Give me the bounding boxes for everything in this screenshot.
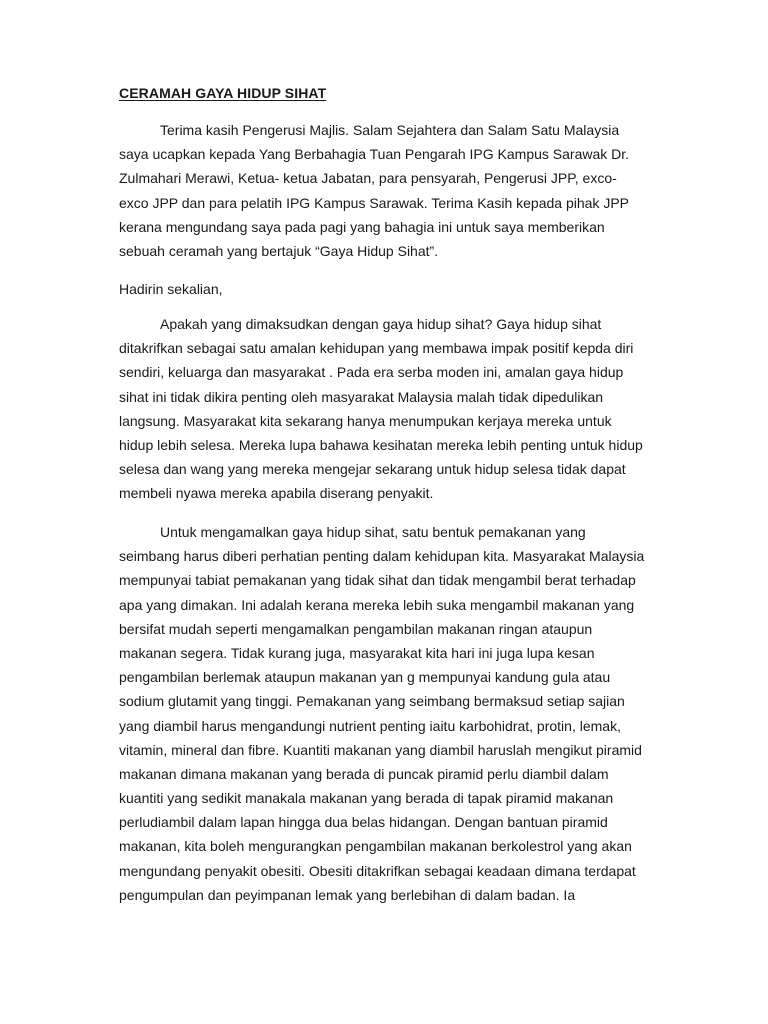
text-line: yang diambil harus mengandungi nutrient penting iaitu karbohidrat, protin, lemak, [119, 717, 621, 734]
text-line: makanan segera. Tidak kurang juga, masyarakat kita hari ini juga lupa kesan [119, 644, 595, 661]
text-line: sendiri, keluarga dan masyarakat . Pada era serba moden ini, amalan gaya hidup [119, 364, 624, 381]
text-line: Zulmahari Merawi, Ketua- ketua Jabatan, para pensyarah, Pengerusi JPP, exco- [119, 170, 617, 187]
text-line: Hadirin sekalian, [119, 281, 223, 297]
text-line: langsung. Masyarakat kita sekarang hanya menumpukan kerjaya mereka untuk [119, 412, 612, 429]
text-line: apa yang dimakan. Ini adalah kerana mereka lebih suka mengambil makanan yang [119, 596, 635, 613]
text-line: mempunyai tabiat pemakanan yang tidak sihat dan tidak mengambil berat terhadap [119, 572, 636, 589]
text-line: kerana mengundang saya pada pagi yang bahagia ini untuk saya memberikan [119, 218, 605, 235]
document-title: CERAMAH GAYA HIDUP SIHAT [119, 85, 327, 101]
paragraph-greeting [119, 277, 659, 301]
text-line: selesa dan wang yang mereka mengejar sekarang untuk hidup selesa tidak dapat [119, 461, 626, 478]
paragraph-opening [119, 118, 659, 263]
text-line: Untuk mengamalkan gaya hidup sihat, satu bentuk pemakanan yang [160, 524, 586, 540]
text-line: pengambilan berlemak ataupun makanan yan g mempunyai kandung gula atau [119, 669, 611, 686]
text-line: bersifat mudah seperti mengamalkan pengambilan makanan ringan ataupun [119, 620, 593, 637]
text-line: sihat ini tidak dikira penting oleh masyarakat Malaysia malah tidak dipedulikan [119, 388, 604, 405]
text-line: makanan, kita boleh mengurangkan pengambilan makanan berkolestrol yang akan [119, 838, 632, 855]
text-line: makanan dimana makanan yang berada di puncak piramid perlu diambil dalam [119, 765, 609, 782]
text-line: Terima kasih Pengerusi Majlis. Salam Sejahtera dan Salam Satu Malaysia [160, 122, 620, 138]
text-line: saya ucapkan kepada Yang Berbahagia Tuan Pengarah IPG Kampus Sarawak Dr. [119, 146, 630, 163]
text-line: exco JPP dan para pelatih IPG Kampus Sarawak. Terima Kasih kepada pihak JPP [119, 194, 629, 211]
text-line: Apakah yang dimaksudkan dengan gaya hidup sihat? Gaya hidup sihat [160, 316, 602, 332]
paragraph-definition [119, 312, 659, 506]
text-line: kuantiti yang sedikit manakala makanan yang berada di tapak piramid makanan [119, 790, 614, 807]
text-line: vitamin, mineral dan fibre. Kuantiti makanan yang diambil haruslah mengikut piramid [119, 741, 642, 758]
text-line: sodium glutamit yang tinggi. Pemakanan yang seimbang bermaksud setiap sajian [119, 693, 625, 710]
text-line: hidup lebih selesa. Mereka lupa bahawa kesihatan mereka lebih penting untuk hidup [119, 436, 643, 453]
paragraph-diet [119, 520, 659, 907]
text-line: membeli nyawa mereka apabila diserang penyakit. [119, 485, 434, 502]
text-line: ditakrifkan sebagai satu amalan kehidupan yang membawa impak positif kepda diri [119, 340, 634, 357]
text-line: perludiambil dalam lapan hingga dua belas hidangan. Dengan bantuan piramid [119, 814, 608, 831]
text-line: mengundang penyakit obesiti. Obesiti ditakrifkan sebagai keadaan dimana terdapat [119, 862, 636, 879]
text-line: pengumpulan dan peyimpanan lemak yang berlebihan di dalam badan. Ia [119, 886, 576, 903]
text-line: sebuah ceramah yang bertajuk “Gaya Hidup Sihat”. [119, 242, 439, 259]
text-line: seimbang harus diberi perhatian penting dalam kehidupan kita. Masyarakat Malaysia [119, 548, 645, 565]
